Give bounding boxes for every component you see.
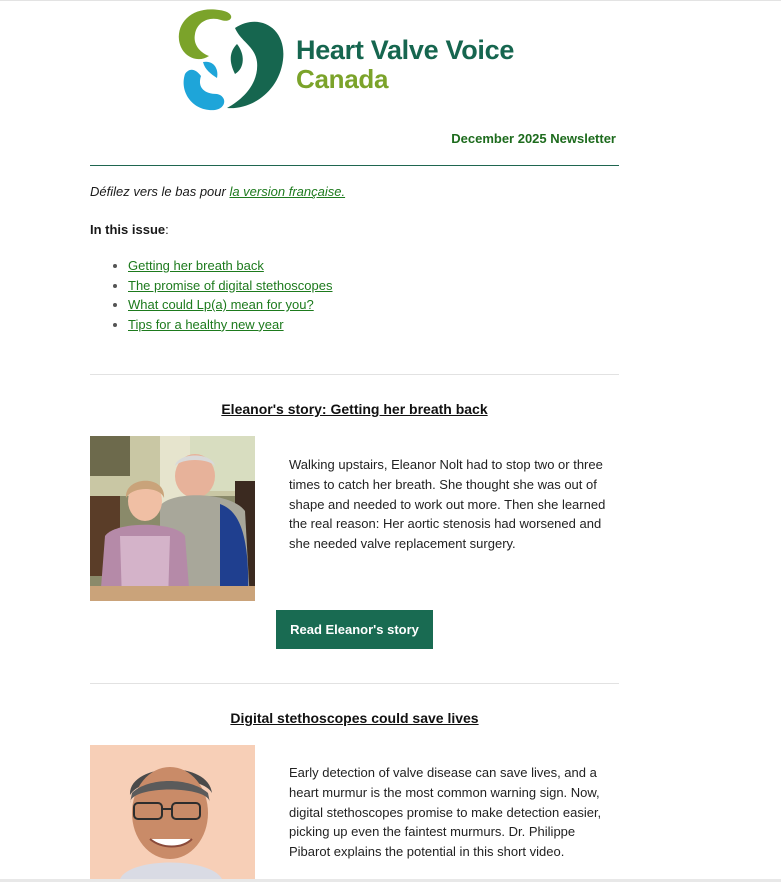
brand-name: Heart Valve Voice	[296, 35, 515, 65]
eleanor-photo[interactable]	[90, 436, 255, 601]
list-item	[128, 295, 333, 315]
stethoscope-story-summary: Early detection of valve disease can save lives, and a heart murmur is the most common warning sign. Now, digital stethoscopes promise to make detection easier, picking up even the faintest murmurs. Dr. Philippe Pibarot explains the potential in this short video.	[289, 765, 602, 860]
toc-link-breath[interactable]: Getting her breath back	[128, 258, 264, 273]
french-version-note	[90, 184, 345, 199]
list-item	[128, 256, 333, 276]
list-item	[128, 276, 333, 296]
story-title	[90, 710, 619, 726]
toc-link-stethoscopes[interactable]: The promise of digital stethoscopes	[128, 277, 333, 293]
newsletter-date: December 2025 Newsletter	[451, 131, 616, 146]
section-divider	[90, 374, 619, 375]
toc-heading-label: In this issue	[90, 222, 166, 237]
stethoscope-story-title-link[interactable]: Digital stethoscopes could save lives	[230, 710, 479, 726]
eleanor-story-summary: Walking upstairs, Eleanor Nolt had to stop two or three times to catch her breath. She thought she was out of shape and needed to work out more. Then she learned the real reason: Her aortic stenosis had worsened and she needed valve replacement surgery.	[289, 457, 606, 552]
french-version-link[interactable]: la version française.	[229, 184, 346, 199]
toc-link-lpa[interactable]: What could Lp(a) mean for you?	[128, 297, 314, 313]
eleanor-story-title-link[interactable]: Eleanor's story: Getting her breath back	[221, 401, 488, 417]
pibarot-photo[interactable]	[90, 745, 255, 879]
toc-link-tips[interactable]: Tips for a healthy new year	[128, 316, 284, 332]
eleanor-photo-image	[90, 436, 255, 601]
pibarot-photo-image	[90, 745, 255, 879]
french-note-text: Défilez vers le bas pour	[90, 184, 230, 199]
header-divider	[90, 165, 619, 166]
toc-heading-colon: :	[165, 222, 169, 237]
brand-country: Canada	[296, 64, 389, 94]
story-title	[90, 401, 619, 417]
toc-heading	[90, 222, 169, 237]
top-border	[0, 0, 781, 1]
toc-list	[110, 256, 333, 334]
heart-valve-logo-icon	[175, 4, 287, 114]
read-eleanor-story-button[interactable]: Read Eleanor's story	[276, 610, 433, 649]
brand-logo[interactable]	[175, 4, 535, 114]
section-divider	[90, 683, 619, 684]
list-item	[128, 315, 333, 335]
